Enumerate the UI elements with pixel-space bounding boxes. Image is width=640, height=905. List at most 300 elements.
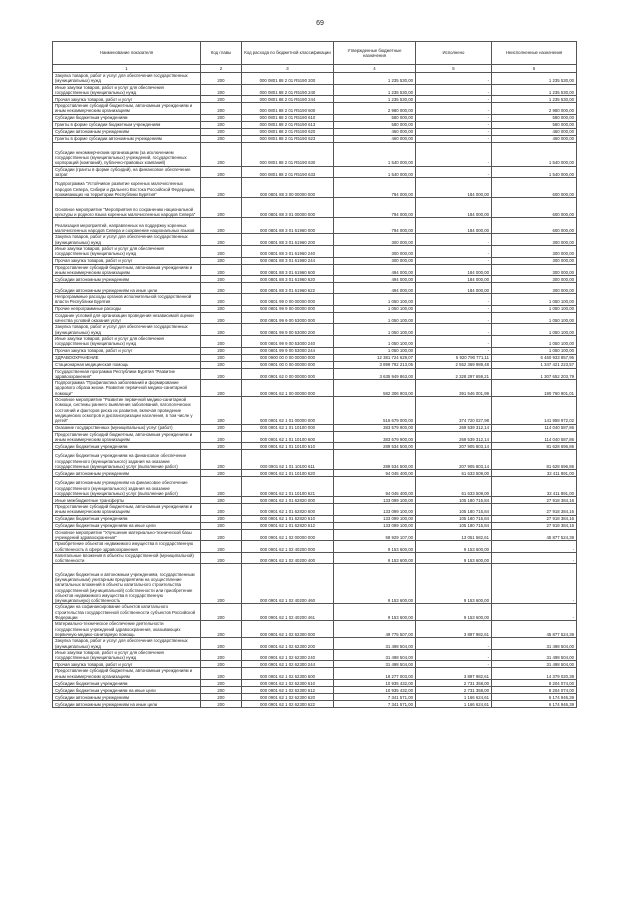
line-code-cell: 200 [201,529,242,541]
table-row [53,564,577,604]
executed-amount-cell: - [416,312,492,324]
unexecuted-amount-cell: 32 411 891,00 [492,477,577,497]
classification-code-cell: 000 0901 62 1 01 10100 620 [242,470,334,477]
classification-code-cell: 000 0801 99 9 00 53000 240 [242,335,334,347]
indicator-name-cell: Иные закупки товаров, работ и услуг для обеспечения государственных (муниципальных) нужд [53,335,201,347]
approved-amount-cell: 10 935 432,00 [334,680,416,687]
executed-amount-cell: 13 051 582,61 [416,529,492,541]
classification-code-cell: 000 0901 62 1 02 40200 400 [242,552,334,564]
unexecuted-amount-cell: - [492,564,577,604]
unexecuted-amount-cell: 460 000,00 [492,128,577,135]
approved-amount-cell: 3 899 792 213,05 [334,361,416,368]
classification-code-cell: 000 0901 62 1 01 10100 000 [242,424,334,431]
unexecuted-amount-cell: - [492,552,577,564]
approved-amount-cell: 300 000,00 [334,234,416,246]
classification-code-cell: 000 0801 88 3 00 00000 000 [242,178,334,198]
indicator-name-cell: Предоставление субсидий бюджетным, автономным учреждениям и иным некоммерческим организациям [53,431,201,443]
line-code-cell: 200 [201,283,242,294]
line-code-cell: 200 [201,166,242,178]
unexecuted-amount-cell: 300 000,00 [492,234,577,246]
column-index: 3 [242,65,334,73]
approved-amount-cell: 494 000,00 [334,276,416,283]
classification-code-cell: 000 0801 88 2 01 R5190 620 [242,128,334,135]
indicator-name-cell: Субсидии автономным учреждениям на финансовое обеспечение государственного (муниципального) задания на оказание государственных (муниципальных) услуг (выполнение работ) [53,477,201,497]
classification-code-cell: 000 0901 62 1 02 62300 200 [242,638,334,650]
approved-amount-cell: 794 000,00 [334,218,416,234]
header-executed: Исполнено [416,42,492,65]
line-code-cell: 200 [201,347,242,354]
classification-code-cell: 000 0901 62 1 02 40200 460 [242,564,334,604]
line-code-cell: 200 [201,142,242,166]
approved-amount-cell: 9 153 600,00 [334,541,416,553]
unexecuted-amount-cell: 300 000,00 [492,276,577,283]
table-row [53,621,577,638]
executed-amount-cell: 184 000,00 [416,218,492,234]
approved-amount-cell: 3 635 949 863,00 [334,368,416,380]
executed-amount-cell: 184 000,00 [416,198,492,218]
executed-amount-cell: 61 633 509,00 [416,477,492,497]
line-code-cell: 200 [201,424,242,431]
indicator-name-cell: Прочая закупка товаров, работ и услуг [53,661,201,668]
line-code-cell: 200 [201,497,242,504]
table-row [53,96,577,103]
approved-amount-cell: 289 534 500,00 [334,443,416,450]
classification-code-cell: 000 0901 62 1 00 00000 000 [242,380,334,397]
classification-code-cell: 000 0801 88 3 01 61960 200 [242,234,334,246]
line-code-cell: 200 [201,368,242,380]
executed-amount-cell: 9 153 600,00 [416,552,492,564]
table-row [53,443,577,450]
approved-amount-cell: 49 775 507,00 [334,621,416,638]
approved-amount-cell: 383 579 900,00 [334,424,416,431]
executed-amount-cell: 105 180 715,84 [416,522,492,529]
table-row [53,397,577,424]
approved-amount-cell: 9 153 600,00 [334,552,416,564]
indicator-name-cell: Субсидии автономным учреждениям [53,128,201,135]
line-code-cell: 200 [201,701,242,708]
executed-amount-cell: 105 180 715,84 [416,497,492,504]
unexecuted-amount-cell: 1 540 000,00 [492,142,577,166]
indicator-name-cell: Предоставление субсидий бюджетным, автономным учреждениям и иным некоммерческим организациям [53,504,201,516]
classification-code-cell: 000 0801 99 0 00 00000 000 [242,294,334,306]
executed-amount-cell: 3 897 982,61 [416,668,492,680]
executed-amount-cell: 184 000,00 [416,276,492,283]
table-row [53,135,577,142]
executed-amount-cell: 207 905 803,14 [416,443,492,450]
indicator-name-cell: Стационарная медицинская помощь [53,361,201,368]
classification-code-cell: 000 0901 62 1 02 62300 612 [242,687,334,694]
approved-amount-cell: 133 099 100,00 [334,504,416,516]
unexecuted-amount-cell: 1 235 530,00 [492,84,577,96]
column-index: 1 [53,65,201,73]
approved-amount-cell: 383 579 900,00 [334,431,416,443]
classification-code-cell: 000 0901 62 0 00 00000 000 [242,368,334,380]
indicator-name-cell: Иные закупки товаров, работ и услуг для обеспечения государственных (муниципальных) нужд [53,84,201,96]
line-code-cell: 200 [201,397,242,424]
classification-code-cell: 000 0901 62 1 02 62300 244 [242,661,334,668]
table-row [53,638,577,650]
unexecuted-amount-cell: 1 347 421 223,57 [492,361,577,368]
table-row [53,541,577,553]
classification-code-cell: 000 0801 99 9 00 53000 200 [242,324,334,336]
approved-amount-cell: 300 000,00 [334,245,416,257]
classification-code-cell: 000 0901 62 1 02 62300 240 [242,649,334,661]
approved-amount-cell: 494 000,00 [334,264,416,276]
executed-amount-cell: 9 153 600,00 [416,604,492,621]
line-code-cell: 200 [201,198,242,218]
table-row [53,264,577,276]
unexecuted-amount-cell: 1 540 000,00 [492,166,577,178]
executed-amount-cell: 184 000,00 [416,283,492,294]
classification-code-cell: 000 0901 62 1 02 62300 620 [242,694,334,701]
indicator-name-cell: Субсидии автономным учреждениям [53,276,201,283]
classification-code-cell: 000 0901 62 1 01 62820 000 [242,497,334,504]
approved-amount-cell: 1 050 100,00 [334,294,416,306]
line-code-cell: 200 [201,541,242,553]
line-code-cell: 200 [201,128,242,135]
approved-amount-cell: 1 050 100,00 [334,312,416,324]
table-row [53,515,577,522]
executed-amount-cell: - [416,121,492,128]
classification-code-cell: 000 0901 62 1 01 10100 600 [242,431,334,443]
line-code-cell: 200 [201,687,242,694]
unexecuted-amount-cell: 1 050 100,00 [492,312,577,324]
indicator-name-cell: Субсидии автономным учреждениям на иные цели [53,283,201,294]
classification-code-cell: 000 0801 88 3 01 61960 620 [242,276,334,283]
unexecuted-amount-cell: 6 174 946,39 [492,701,577,708]
line-code-cell: 200 [201,114,242,121]
column-index: 4 [334,65,416,73]
indicator-name-cell: Закупка товаров, работ и услуг для обеспечения государственных (муниципальных) нужд [53,234,201,246]
table-row [53,354,577,361]
indicator-name-cell: Субсидии автономным учреждениям [53,694,201,701]
approved-amount-cell: 460 000,00 [334,135,416,142]
line-code-cell: 200 [201,294,242,306]
line-code-cell: 200 [201,470,242,477]
indicator-name-cell: Подпрограмма "Устойчивое развитие коренных малочисленных народов Севера, Сибири и Дальнего Востока Российской Федерации, проживающих на территории Республики Бурятия" [53,178,201,198]
executed-amount-cell: 2 328 297 659,21 [416,368,492,380]
executed-amount-cell: - [416,234,492,246]
indicator-name-cell: Иные межбюджетные трансферты [53,497,201,504]
executed-amount-cell: - [416,96,492,103]
executed-amount-cell: 184 000,00 [416,264,492,276]
line-code-cell: 200 [201,552,242,564]
page-number: 69 [316,20,324,27]
line-code-cell: 200 [201,121,242,128]
approved-amount-cell: 7 341 571,00 [334,694,416,701]
indicator-name-cell: Субсидии бюджетным и автономным учреждениям, государственным (муниципальным) унитарным предприятиям на осуществление капитальных вложений в объекты капитального строительства государственной (муниципальной) собственности или приобретение объектов недвижимого имущества в государственную (муниципальную) собственность [53,564,201,604]
unexecuted-amount-cell: 45 877 524,39 [492,529,577,541]
line-code-cell: 200 [201,504,242,516]
approved-amount-cell: 300 000,00 [334,257,416,264]
table-row [53,687,577,694]
table-header-row [53,42,577,65]
classification-code-cell: 000 0801 88 2 01 R5190 623 [242,135,334,142]
indicator-name-cell: Приобретение объектов недвижимого имущества в государственную собственность в сфере здравоохранения [53,541,201,553]
table-row [53,680,577,687]
classification-code-cell: 000 0901 62 1 02 40200 000 [242,541,334,553]
classification-code-cell: 000 0901 62 1 01 00000 000 [242,397,334,424]
classification-code-cell: 000 0901 62 1 01 10100 611 [242,450,334,470]
classification-code-cell: 000 0901 62 1 01 62820 610 [242,515,334,522]
unexecuted-amount-cell: 31 498 504,00 [492,638,577,650]
indicator-name-cell: Реализация мероприятий, направленных на поддержку коренных малочисленных народов Севера и сохранение национальных языков [53,218,201,234]
unexecuted-amount-cell: - [492,541,577,553]
line-code-cell: 200 [201,218,242,234]
line-code-cell: 200 [201,621,242,638]
classification-code-cell: 000 0801 99 9 00 00000 000 [242,305,334,312]
approved-amount-cell: 289 534 500,00 [334,450,416,470]
line-code-cell: 200 [201,604,242,621]
unexecuted-amount-cell: 600 000,00 [492,178,577,198]
table-row [53,661,577,668]
indicator-name-cell: Субсидии некоммерческим организациям (за исключением государственных (муниципальных) учреждений, государственных корпораций (компаний), публично-правовых компаний) [53,142,201,166]
classification-code-cell: 000 0801 88 3 01 61960 600 [242,264,334,276]
table-row [53,121,577,128]
unexecuted-amount-cell: 114 040 587,86 [492,424,577,431]
header-indicator-name: Наименование показателя [53,42,201,65]
line-code-cell: 200 [201,380,242,397]
indicator-name-cell: Гранты в форме субсидии бюджетным учреждениям [53,121,201,128]
table-row [53,276,577,283]
unexecuted-amount-cell: 27 918 384,16 [492,522,577,529]
approved-amount-cell: 494 000,00 [334,283,416,294]
indicator-name-cell: Субсидии (гранты в форме субсидий), на финансовое обеспечение затрат [53,166,201,178]
indicator-name-cell: Создание условий для организации проведения независимой оценки качества условий оказания услуг [53,312,201,324]
unexecuted-amount-cell: 81 628 696,86 [492,450,577,470]
approved-amount-cell: 460 000,00 [334,128,416,135]
indicator-name-cell: Субсидии бюджетным учреждениям на иные цели [53,522,201,529]
classification-code-cell: 000 0801 99 9 00 53000 000 [242,312,334,324]
unexecuted-amount-cell: 8 204 074,00 [492,680,577,687]
classification-code-cell: 000 0801 88 2 01 R5190 610 [242,114,334,121]
table-row [53,368,577,380]
executed-amount-cell: - [416,103,492,115]
classification-code-cell: 000 0801 88 2 01 R5190 633 [242,166,334,178]
unexecuted-amount-cell: 190 760 901,01 [492,380,577,397]
indicator-name-cell: Основное мероприятие "Мероприятия по сохранению национальной культуры и родного языка коренных малочисленных народов Севера" [53,198,201,218]
indicator-name-cell: Непрограммные расходы органов исполнительной государственной власти Республики Бурятия [53,294,201,306]
unexecuted-amount-cell: 600 000,00 [492,198,577,218]
approved-amount-cell: 10 935 432,00 [334,687,416,694]
classification-code-cell: 000 0901 62 1 01 10100 621 [242,477,334,497]
line-code-cell: 200 [201,276,242,283]
classification-code-cell: 000 0801 88 2 01 R5190 600 [242,103,334,115]
indicator-name-cell: Закупка товаров, работ и услуг для обеспечения государственных (муниципальных) нужд [53,73,201,85]
line-code-cell: 200 [201,477,242,497]
table-row [53,450,577,470]
executed-amount-cell: 269 539 312,14 [416,424,492,431]
approved-amount-cell: 7 341 571,00 [334,701,416,708]
table-row [53,166,577,178]
classification-code-cell: 000 0900 00 0 00 00000 000 [242,354,334,361]
classification-code-cell: 000 0801 88 3 01 61960 000 [242,218,334,234]
unexecuted-amount-cell: 6 174 946,39 [492,694,577,701]
table-row [53,305,577,312]
line-code-cell: 200 [201,305,242,312]
executed-amount-cell: - [416,305,492,312]
unexecuted-amount-cell: 141 958 972,02 [492,397,577,424]
executed-amount-cell: 1 166 624,61 [416,694,492,701]
executed-amount-cell: - [416,245,492,257]
approved-amount-cell: 133 099 100,00 [334,522,416,529]
executed-amount-cell: 2 731 358,00 [416,687,492,694]
line-code-cell: 200 [201,522,242,529]
header-budget-classification-code: Код расхода по бюджетной классификации [242,42,334,65]
table-row [53,497,577,504]
table-row [53,522,577,529]
table-row [53,431,577,443]
executed-amount-cell: - [416,73,492,85]
table-row [53,335,577,347]
line-code-cell: 200 [201,257,242,264]
indicator-name-cell: Субсидии бюджетным учреждениям на иные цели [53,687,201,694]
unexecuted-amount-cell: 1 050 100,00 [492,324,577,336]
approved-amount-cell: 18 277 003,00 [334,668,416,680]
indicator-name-cell: Субсидии бюджетным учреждениям [53,515,201,522]
executed-amount-cell: 105 180 715,84 [416,504,492,516]
classification-code-cell: 000 0901 62 1 01 10100 610 [242,443,334,450]
table-row [53,294,577,306]
executed-amount-cell: - [416,649,492,661]
classification-code-cell: 000 0801 88 3 01 61960 240 [242,245,334,257]
line-code-cell: 200 [201,103,242,115]
approved-amount-cell: 580 000,00 [334,114,416,121]
classification-code-cell: 000 0901 62 1 02 00000 000 [242,529,334,541]
unexecuted-amount-cell: 1 235 530,00 [492,96,577,103]
unexecuted-amount-cell: 300 000,00 [492,283,577,294]
unexecuted-amount-cell: 300 000,00 [492,245,577,257]
line-code-cell: 200 [201,335,242,347]
column-index: 5 [416,65,492,73]
line-code-cell: 200 [201,96,242,103]
line-code-cell: 200 [201,668,242,680]
indicator-name-cell: Иные закупки товаров, работ и услуг для обеспечения государственных (муниципальных) нужд [53,245,201,257]
approved-amount-cell: 516 679 000,00 [334,397,416,424]
table-row [53,142,577,166]
indicator-name-cell: Субсидии бюджетным учреждениям на финансовое обеспечение государственного (муниципального) задания на оказание государственных (муниципальных) услуг (выполнение работ) [53,450,201,470]
table-row [53,347,577,354]
indicator-name-cell: Прочие непрограммные расходы [53,305,201,312]
classification-code-cell: 000 0801 88 2 01 R5190 613 [242,121,334,128]
indicator-name-cell: Закупка товаров, работ и услуг для обеспечения государственных (муниципальных) нужд [53,324,201,336]
classification-code-cell: 000 0901 62 1 01 62820 612 [242,522,334,529]
table-row [53,668,577,680]
unexecuted-amount-cell: 1 050 100,00 [492,294,577,306]
indicator-name-cell: Основное мероприятие "Развитие первичной медико-санитарной помощи, системы раннего выявления заболеваний, патологических состояний и факторов риска их развития, включая проведение медицинских осмотров и диспансеризации населения, в том числе у детей" [53,397,201,424]
line-code-cell: 200 [201,638,242,650]
unexecuted-amount-cell: 580 000,00 [492,114,577,121]
approved-amount-cell: 12 381 724 629,07 [334,354,416,361]
unexecuted-amount-cell: 27 918 384,16 [492,504,577,516]
classification-code-cell: 000 0901 62 1 02 62300 600 [242,668,334,680]
indicator-name-cell: Прочая закупка товаров, работ и услуг [53,257,201,264]
approved-amount-cell: 1 050 100,00 [334,324,416,336]
executed-amount-cell: 9 153 600,00 [416,564,492,604]
approved-amount-cell: 31 498 504,00 [334,649,416,661]
indicator-name-cell: Предоставление субсидий бюджетным, автономным учреждениям и иным некоммерческим организациям [53,668,201,680]
executed-amount-cell: - [416,638,492,650]
unexecuted-amount-cell: 8 204 074,00 [492,687,577,694]
approved-amount-cell: 1 540 000,00 [334,142,416,166]
executed-amount-cell: 184 000,00 [416,178,492,198]
executed-amount-cell: 3 897 982,61 [416,621,492,638]
classification-code-cell: 000 0801 88 3 01 00000 000 [242,198,334,218]
classification-code-cell: 000 0801 88 3 01 61960 244 [242,257,334,264]
executed-amount-cell: - [416,257,492,264]
executed-amount-cell: 5 920 790 771,11 [416,354,492,361]
approved-amount-cell: 133 099 100,00 [334,515,416,522]
table-row [53,694,577,701]
executed-amount-cell: - [416,128,492,135]
header-line-code: Код главы [201,42,242,65]
indicator-name-cell: Субсидии на софинансирование объектов капитального строительства государственной собственности субъектов Российской Федерации [53,604,201,621]
unexecuted-amount-cell: 81 628 696,86 [492,443,577,450]
table-body [53,73,577,708]
unexecuted-amount-cell: 2 980 000,00 [492,103,577,115]
executed-amount-cell: 61 633 509,00 [416,470,492,477]
executed-amount-cell: - [416,114,492,121]
executed-amount-cell: - [416,166,492,178]
table-row [53,103,577,115]
unexecuted-amount-cell: 31 498 504,00 [492,649,577,661]
approved-amount-cell: 1 235 530,00 [334,96,416,103]
unexecuted-amount-cell: 1 050 100,00 [492,347,577,354]
approved-amount-cell: 2 980 000,00 [334,103,416,115]
indicator-name-cell: Государственная программа Республики Бурятия "Развитие здравоохранения" [53,368,201,380]
table-row [53,324,577,336]
classification-code-cell: 000 0801 88 2 01 R5190 200 [242,73,334,85]
table-row [53,73,577,85]
unexecuted-amount-cell: - [492,604,577,621]
executed-amount-cell: - [416,84,492,96]
table-row [53,380,577,397]
approved-amount-cell: 582 306 903,00 [334,380,416,397]
column-index: 6 [492,65,577,73]
indicator-name-cell: Капитальные вложения в объекты государственной (муниципальной) собственности [53,552,201,564]
approved-amount-cell: 58 929 107,00 [334,529,416,541]
executed-amount-cell: - [416,347,492,354]
unexecuted-amount-cell: 300 000,00 [492,264,577,276]
executed-amount-cell: 374 720 027,98 [416,397,492,424]
classification-code-cell: 000 0901 00 0 00 00000 000 [242,361,334,368]
line-code-cell: 200 [201,324,242,336]
unexecuted-amount-cell: 460 000,00 [492,135,577,142]
indicator-name-cell: Предоставление субсидий бюджетным, автономным учреждениям и иным некоммерческим организациям [53,103,201,115]
unexecuted-amount-cell: 1 050 100,00 [492,305,577,312]
unexecuted-amount-cell: 31 498 504,00 [492,661,577,668]
executed-amount-cell: 105 180 715,84 [416,515,492,522]
budget-execution-table [52,41,577,708]
indicator-name-cell: Гранты в форме субсидии автономным учреждениям [53,135,201,142]
unexecuted-amount-cell: 32 411 891,00 [492,470,577,477]
table-row [53,504,577,516]
classification-code-cell: 000 0901 62 1 02 62300 610 [242,680,334,687]
classification-code-cell: 000 0801 88 2 01 R5190 240 [242,84,334,96]
table-row [53,218,577,234]
classification-code-cell: 000 0801 88 2 01 R5190 630 [242,142,334,166]
line-code-cell: 200 [201,135,242,142]
line-code-cell: 200 [201,178,242,198]
executed-amount-cell: - [416,135,492,142]
table-row [53,424,577,431]
executed-amount-cell: - [416,294,492,306]
unexecuted-amount-cell: 300 000,00 [492,257,577,264]
table-row [53,257,577,264]
indicator-name-cell: Субсидии автономным учреждениям [53,470,201,477]
approved-amount-cell: 9 153 600,00 [334,604,416,621]
indicator-name-cell: Субсидии автономным учреждениям на иные цели [53,701,201,708]
